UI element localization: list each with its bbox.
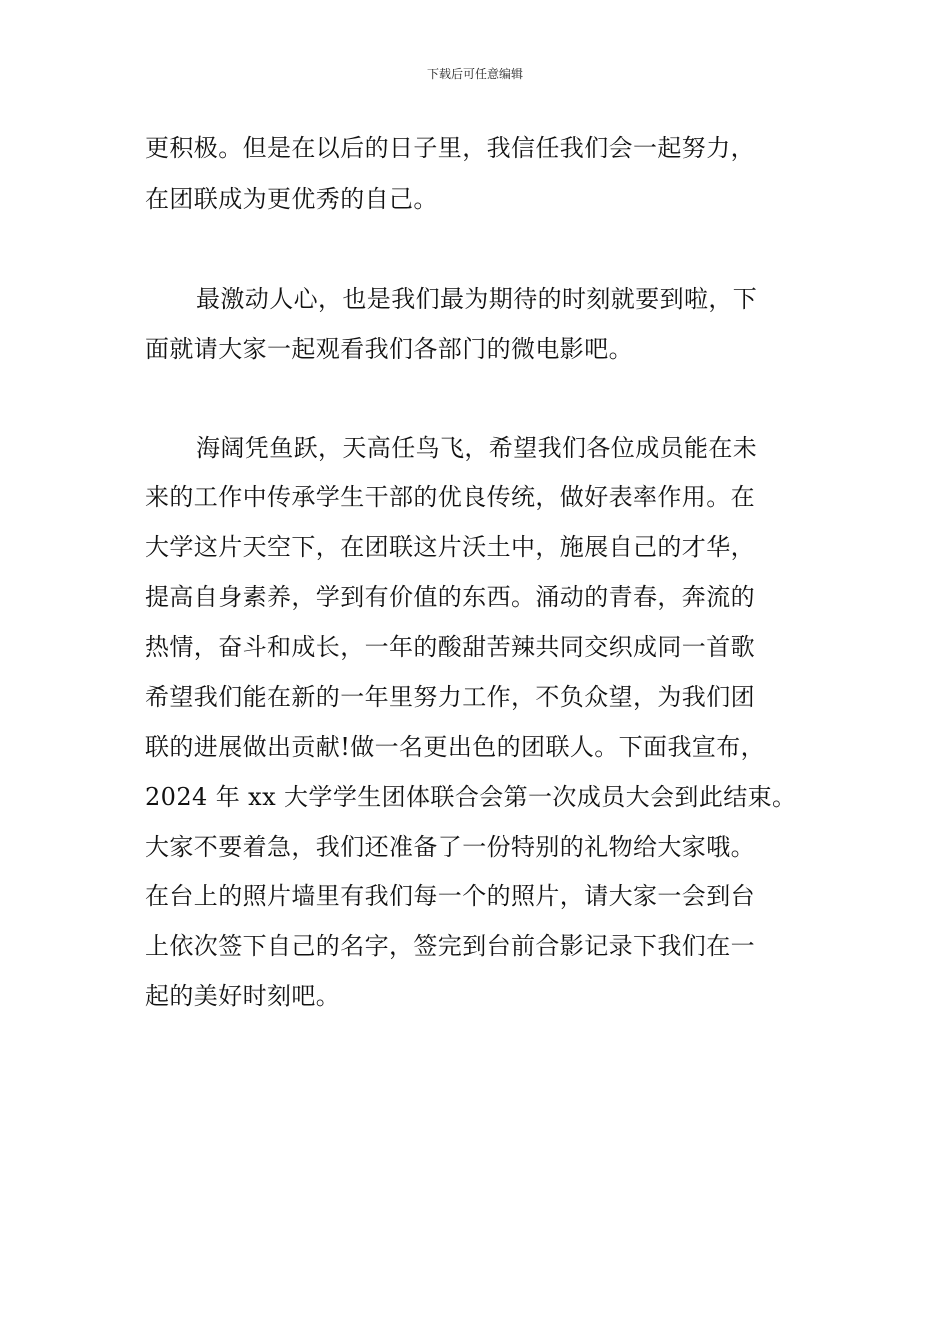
text-line: 热情，奋斗和成长，一年的酸甜苦辣共同交织成同一首歌 — [145, 633, 755, 661]
text-line: 2024 年 xx 大学学生团体联合会第一次成员大会到此结束。 — [145, 783, 797, 811]
text-line: 在团联成为更优秀的自己。 — [145, 185, 438, 213]
text-line: 海阔凭鱼跃，天高任鸟飞，希望我们各位成员能在未 — [196, 434, 758, 462]
page-header: 下载后可任意编辑 — [426, 67, 523, 81]
text-line: 希望我们能在新的一年里努力工作，不负众望，为我们团 — [145, 683, 755, 711]
text-line: 来的工作中传承学生干部的优良传统，做好表率作用。在 — [145, 483, 755, 511]
text-line: 面就请大家一起观看我们各部门的微电影吧。 — [145, 335, 633, 363]
text-line: 最激动人心，也是我们最为期待的时刻就要到啦，下 — [196, 285, 758, 313]
text-line: 大家不要着急，我们还准备了一份特别的礼物给大家哦。 — [145, 833, 755, 861]
text-line: 上依次签下自己的名字，签完到台前合影记录下我们在一 — [145, 932, 755, 960]
text-line: 起的美好时刻吧。 — [145, 982, 341, 1010]
text-line: 更积极。但是在以后的日子里，我信任我们会一起努力， — [145, 134, 755, 162]
text-line: 在台上的照片墙里有我们每一个的照片，请大家一会到台 — [145, 882, 755, 910]
text-line: 提高自身素养，学到有价值的东西。涌动的青春，奔流的 — [145, 583, 755, 611]
text-line: 联的进展做出贡献!做一名更出色的团联人。下面我宣布， — [145, 733, 766, 761]
text-line: 大学这片天空下，在团联这片沃土中，施展自己的才华， — [145, 533, 755, 561]
